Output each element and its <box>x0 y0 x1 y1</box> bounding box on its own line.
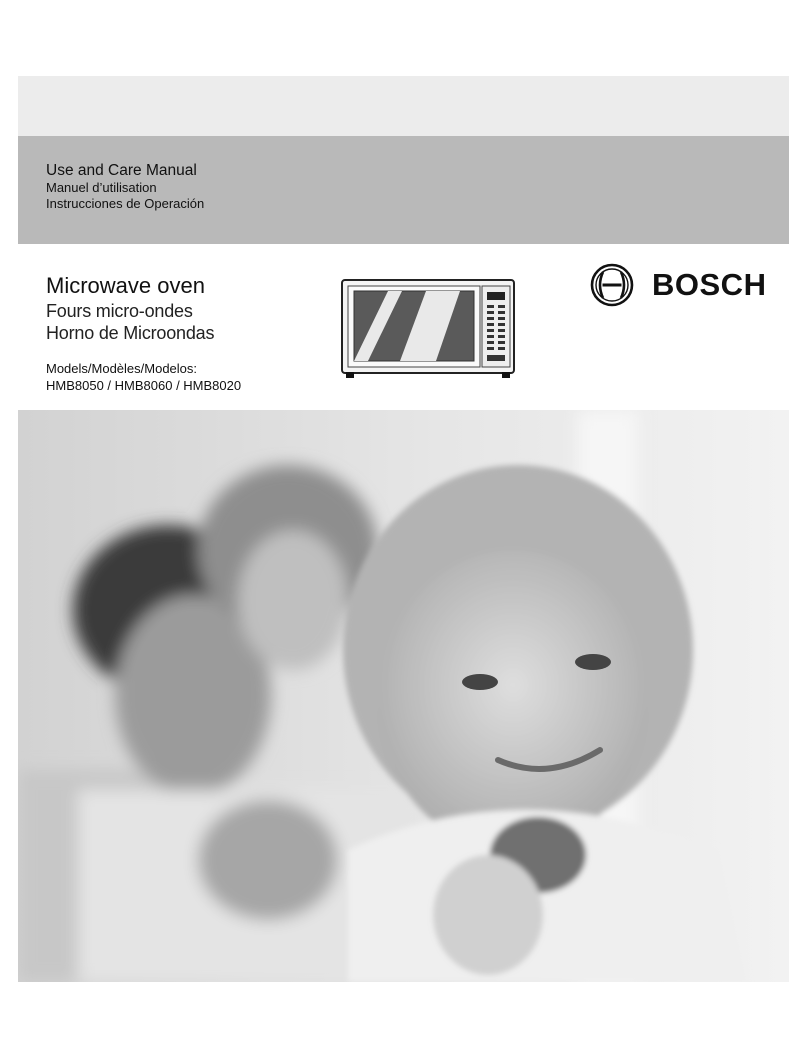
product-name-es: Horno de Microondas <box>46 323 215 343</box>
models-block <box>46 360 241 394</box>
product-name-fr: Fours micro-ondes <box>46 301 193 321</box>
manual-title: Use and Care Manual <box>46 162 197 179</box>
brand <box>590 263 766 307</box>
product-names <box>46 272 214 344</box>
product-name: Microwave oven <box>46 273 205 298</box>
microwave-oven-icon <box>340 278 516 385</box>
models-list: HMB8050 / HMB8060 / HMB8020 <box>46 378 242 393</box>
manual-titles <box>46 162 204 212</box>
manual-title-fr: Manuel d’utilisation <box>46 180 157 195</box>
brand-name: BOSCH <box>652 267 767 302</box>
header-band-light <box>18 76 789 136</box>
models-label: Models/Modèles/Modelos: <box>46 361 198 376</box>
bosch-logo-icon <box>590 263 634 307</box>
family-photo <box>18 410 789 982</box>
manual-title-es: Instrucciones de Operación <box>46 196 205 211</box>
